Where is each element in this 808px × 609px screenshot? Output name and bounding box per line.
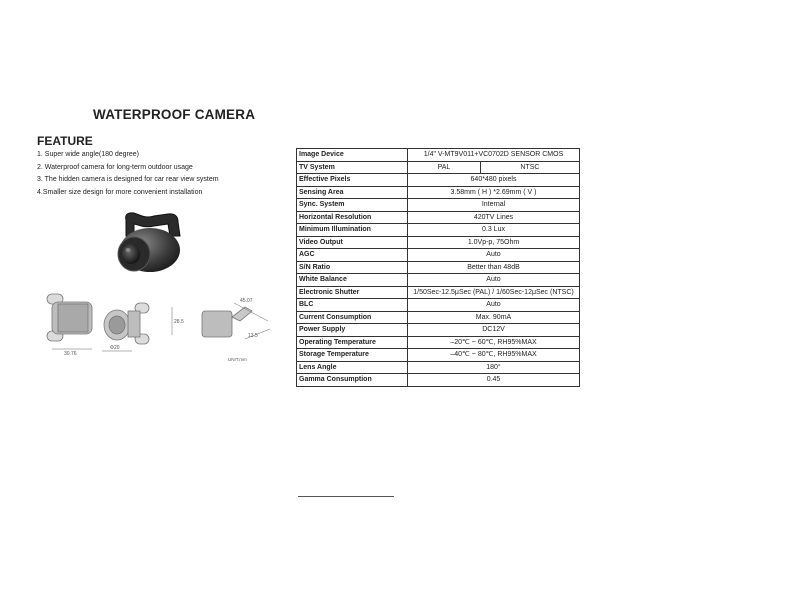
table-row bbox=[297, 274, 580, 287]
spec-label: Sync. System bbox=[297, 199, 408, 212]
spec-table bbox=[296, 148, 580, 387]
table-row bbox=[297, 224, 580, 237]
spec-label: Current Consumption bbox=[297, 311, 408, 324]
spec-label: White Balance bbox=[297, 274, 408, 287]
feature-heading: FEATURE bbox=[37, 134, 93, 148]
spec-value: 1.0Vp-p, 75Ohm bbox=[408, 236, 580, 249]
page-title: WATERPROOF CAMERA bbox=[93, 107, 256, 122]
camera-photo bbox=[106, 210, 192, 280]
feature-list bbox=[37, 149, 219, 199]
table-row bbox=[297, 174, 580, 187]
spec-value: 1/50Sec-12.5μSec (PAL) / 1/60Sec-12μSec (NTSC) bbox=[408, 286, 580, 299]
spec-label: Gamma Consumption bbox=[297, 374, 408, 387]
spec-label: Horizontal Resolution bbox=[297, 211, 408, 224]
spec-label: S/N Ratio bbox=[297, 261, 408, 274]
feature-item: 2. Waterproof camera for long-term outdoor usage bbox=[37, 163, 193, 171]
dim-top-width: 45.07 bbox=[240, 298, 253, 304]
spec-label: Lens Angle bbox=[297, 361, 408, 374]
table-row bbox=[297, 161, 580, 174]
unit-label: UNIT:mm bbox=[228, 357, 247, 362]
spec-label: TV System bbox=[297, 161, 408, 174]
technical-drawings bbox=[40, 289, 280, 369]
spec-value: 0.3 Lux bbox=[408, 224, 580, 237]
footnote-divider bbox=[298, 496, 394, 497]
spec-value: 1/4" V-MT9V011+VC0702D SENSOR CMOS bbox=[408, 149, 580, 162]
feature-item: 1. Super wide angle(180 degree) bbox=[37, 151, 139, 158]
spec-value-pal: PAL bbox=[408, 161, 481, 174]
table-row bbox=[297, 324, 580, 337]
spec-value: Auto bbox=[408, 299, 580, 312]
spec-label: Minimum Illumination bbox=[297, 224, 408, 237]
dim-front-width: 30.76 bbox=[64, 351, 77, 357]
table-row bbox=[297, 211, 580, 224]
spec-label: Sensing Area bbox=[297, 186, 408, 199]
table-row bbox=[297, 249, 580, 262]
table-row bbox=[297, 374, 580, 387]
table-row bbox=[297, 349, 580, 362]
dim-top-depth: 13.5 bbox=[248, 333, 258, 339]
dim-top-height: 28.5 bbox=[174, 319, 184, 325]
spec-value: 180° bbox=[408, 361, 580, 374]
table-row bbox=[297, 199, 580, 212]
table-row bbox=[297, 299, 580, 312]
spec-value: 640*480 pixels bbox=[408, 174, 580, 187]
spec-value: Better than 48dB bbox=[408, 261, 580, 274]
spec-label: Video Output bbox=[297, 236, 408, 249]
spec-label: Effective Pixels bbox=[297, 174, 408, 187]
spec-value: Auto bbox=[408, 249, 580, 262]
spec-value: DC12V bbox=[408, 324, 580, 337]
spec-label: Electronic Shutter bbox=[297, 286, 408, 299]
spec-value: Max. 90mA bbox=[408, 311, 580, 324]
table-row bbox=[297, 236, 580, 249]
table-row bbox=[297, 311, 580, 324]
spec-value: 3.58mm ( H ) *2.69mm ( V ) bbox=[408, 186, 580, 199]
table-row bbox=[297, 286, 580, 299]
spec-value: –40℃ ~ 80℃, RH95%MAX bbox=[408, 349, 580, 362]
table-row bbox=[297, 149, 580, 162]
spec-value: 0.45 bbox=[408, 374, 580, 387]
dim-side-diameter: Φ20 bbox=[110, 345, 120, 351]
spec-value-ntsc: NTSC bbox=[480, 161, 579, 174]
spec-label: AGC bbox=[297, 249, 408, 262]
feature-item: 3. The hidden camera is designed for car rear view system bbox=[37, 176, 219, 183]
spec-label: Image Device bbox=[297, 149, 408, 162]
spec-label: BLC bbox=[297, 299, 408, 312]
spec-value: Auto bbox=[408, 274, 580, 287]
spec-label: Operating Temperature bbox=[297, 336, 408, 349]
table-row bbox=[297, 336, 580, 349]
spec-label: Storage Temperature bbox=[297, 349, 408, 362]
table-row bbox=[297, 186, 580, 199]
spec-value: Internal bbox=[408, 199, 580, 212]
feature-item: 4.Smaller size design for more convenient installation bbox=[37, 188, 203, 196]
spec-value: 420TV Lines bbox=[408, 211, 580, 224]
table-row bbox=[297, 361, 580, 374]
spec-value: –20℃ ~ 60℃, RH95%MAX bbox=[408, 336, 580, 349]
table-row bbox=[297, 261, 580, 274]
spec-label: Power Supply bbox=[297, 324, 408, 337]
